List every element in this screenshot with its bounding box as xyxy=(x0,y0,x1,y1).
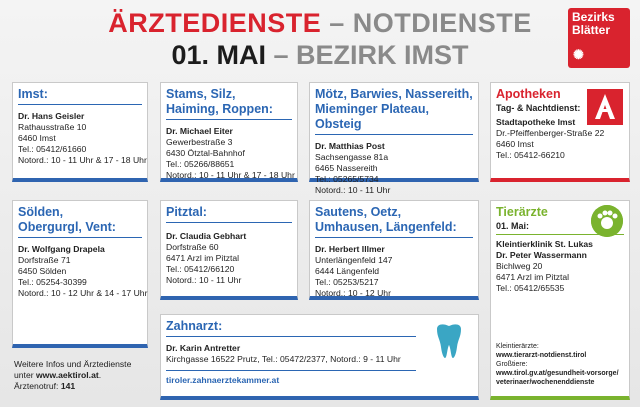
gear-icon: ✺ xyxy=(573,47,584,62)
vet-foot-label-small: Kleintierärzte: xyxy=(496,343,539,350)
hours: Notord.: 10 - 11 Uhr xyxy=(315,185,391,195)
footnote-line2 xyxy=(14,370,131,381)
card-zahnarzt xyxy=(160,314,479,400)
tooth-icon xyxy=(434,323,464,359)
city: 6460 Imst xyxy=(18,133,56,143)
city: 6450 Sölden xyxy=(18,266,67,276)
apotheke-icon xyxy=(587,89,623,125)
dentist-divider xyxy=(166,365,416,371)
doctor-name: Dr. Herbert Illmer xyxy=(315,244,385,254)
card-heading: Tierärzte xyxy=(496,205,548,219)
card-stams xyxy=(160,82,298,182)
vet-large-link-2[interactable]: veterinaer/wochenenddienste xyxy=(496,379,595,386)
phone: Tel.: 05254-30399 xyxy=(18,277,87,287)
street: Unterlängenfeld 147 xyxy=(315,255,393,265)
hours: Notord.: 10 - 11 Uhr & 17 - 18 Uhr xyxy=(166,170,295,180)
vet-foot-label-large: Großtiere: xyxy=(496,361,528,368)
clinic-name: Kleintierklinik St. Lukas xyxy=(496,239,593,249)
card-tieraerzte xyxy=(490,200,630,400)
phone: Tel.: 05412-66210 xyxy=(496,150,565,160)
hours: Notord.: 10 - 12 Uhr xyxy=(315,288,391,298)
card-pitztal xyxy=(160,200,298,300)
street: Bichlweg 20 xyxy=(496,261,543,271)
card-heading: Pitztal: xyxy=(166,205,292,223)
emergency-label: Ärztenotruf: xyxy=(14,381,61,391)
subtitle-date: 01. MAI xyxy=(171,40,266,70)
footnote xyxy=(14,359,131,392)
card-subheading: Tag- & Nachtdienst: xyxy=(496,103,581,113)
footnote-line3 xyxy=(14,381,131,392)
card-soelden xyxy=(12,200,148,348)
city: 6465 Nassereith xyxy=(315,163,378,173)
city: 6471 Arzl im Pitztal xyxy=(166,253,240,263)
title-red: ÄRZTEDIENSTE xyxy=(108,8,322,38)
card-apotheken xyxy=(490,82,630,182)
phone: Tel.: 05412/66120 xyxy=(166,264,235,274)
doctor-name: Dr. Wolfgang Drapela xyxy=(18,244,105,254)
doctor-name: Dr. Matthias Post xyxy=(315,141,385,151)
footnote-dot: . xyxy=(98,370,102,380)
vet-name: Dr. Peter Wassermann xyxy=(496,250,587,260)
hours: Notord.: 10 - 12 Uhr & 14 - 17 Uhr xyxy=(18,288,148,298)
emergency-number: 141 xyxy=(60,381,76,391)
street: Dorfstraße 71 xyxy=(18,255,71,265)
phone: Tel.: 05412/65535 xyxy=(496,283,565,293)
phone: Tel.: 05266/88651 xyxy=(166,159,235,169)
city: 6444 Längenfeld xyxy=(315,266,380,276)
paw-icon xyxy=(591,205,623,237)
street: Dorfstraße 60 xyxy=(166,242,219,252)
vet-large-link-1[interactable]: www.tirol.gv.at/gesundheit-vorsorge/ xyxy=(496,370,619,377)
city: 6460 Imst xyxy=(496,139,534,149)
card-heading: Sölden, Obergurgl, Vent: xyxy=(18,205,142,238)
street: Sachsengasse 81a xyxy=(315,152,389,162)
street: Gewerbestraße 3 xyxy=(166,137,233,147)
card-imst xyxy=(12,82,148,182)
card-moetz xyxy=(309,82,479,195)
doctor-name: Dr. Hans Geisler xyxy=(18,111,85,121)
pharmacy-name: Stadtapotheke Imst xyxy=(496,117,576,127)
brand-logo xyxy=(568,8,630,68)
city: 6430 Ötztal-Bahnhof xyxy=(166,148,245,158)
city: 6471 Arzl im Pitztal xyxy=(496,272,570,282)
street: Rathausstraße 10 xyxy=(18,122,87,132)
title-grey: – NOTDIENSTE xyxy=(321,8,532,38)
page-title xyxy=(0,8,640,38)
dentist-name: Dr. Karin Antretter xyxy=(166,343,241,353)
phone: Tel.: 05412/61660 xyxy=(18,144,87,154)
footnote-prefix: unter xyxy=(14,370,36,380)
card-subheading: 01. Mai: xyxy=(496,220,624,235)
doctor-name: Dr. Claudia Gebhart xyxy=(166,231,247,241)
card-heading: Imst: xyxy=(18,87,142,105)
card-heading: Apotheken xyxy=(496,87,561,101)
card-sautens xyxy=(309,200,479,300)
dentist-info: Kirchgasse 16522 Prutz, Tel.: 05472/2377, Notord.: 9 - 11 Uhr xyxy=(166,354,401,364)
dentist-link[interactable]: tiroler.zahnaerztekammer.at xyxy=(166,375,280,385)
phone: Tel.: 05265/5734 xyxy=(315,174,379,184)
vet-small-link[interactable]: www.tierarzt-notdienst.tirol xyxy=(496,352,587,359)
subtitle-region: – BEZIRK IMST xyxy=(266,40,469,70)
doctor-name: Dr. Michael Eiter xyxy=(166,126,233,136)
card-heading: Stams, Silz, Haiming, Roppen: xyxy=(166,87,292,120)
card-heading: Sautens, Oetz, Umhausen, Längenfeld: xyxy=(315,205,473,238)
hours: Notord.: 10 - 11 Uhr xyxy=(166,275,242,285)
hours: Notord.: 10 - 11 Uhr & 17 - 18 Uhr xyxy=(18,155,147,165)
logo-line2: Blätter xyxy=(572,23,611,37)
footnote-line1: Weitere Infos und Ärztedienste xyxy=(14,359,132,369)
street: Dr.-Pfeiffenberger-Straße 22 xyxy=(496,128,605,138)
footnote-link[interactable]: www.aektirol.at xyxy=(35,370,99,380)
phone: Tel.: 05253/5217 xyxy=(315,277,379,287)
page-subtitle xyxy=(0,40,640,70)
logo-line1: Bezirks xyxy=(572,10,615,24)
card-heading: Mötz, Barwies, Nassereith, Mieminger Plateau, Obsteig xyxy=(315,87,473,135)
card-heading: Zahnarzt: xyxy=(166,319,416,337)
